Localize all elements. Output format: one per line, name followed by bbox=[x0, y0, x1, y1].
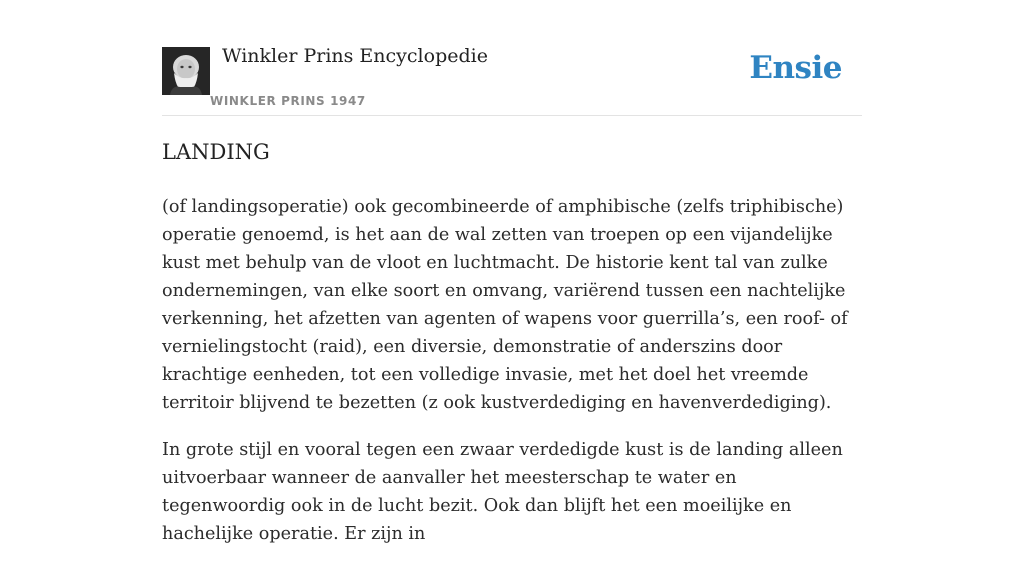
article-container bbox=[162, 0, 862, 544]
source-avatar[interactable] bbox=[162, 47, 210, 95]
article-body bbox=[162, 193, 862, 567]
ensie-logo-link[interactable]: Ensie bbox=[749, 50, 842, 86]
source-subtitle[interactable]: WINKLER PRINS 1947 bbox=[210, 94, 366, 108]
article-title: LANDING bbox=[162, 140, 270, 164]
source-header bbox=[162, 0, 862, 116]
source-title[interactable]: Winkler Prins Encyclopedie bbox=[222, 45, 488, 67]
article-paragraph: In grote stijl en vooral tegen een zwaar verdedigde kust is de landing alleen uitvoerbaar wanneer de aanvaller het meesterschap te water en tegenwoordig ook in de lucht bezit. Ook dan blijft het een moeilijke en hachelijke operatie. Er zijn in bbox=[162, 440, 843, 544]
article-paragraph: (of landingsoperatie) ook gecombineerde of amphibische (zelfs triphibische) operatie genoemd, is het aan de wal zetten van troepen op een vijandelijke kust met behulp van de vloot en luchtmacht. De historie kent tal van zulke ondernemingen, van elke soort en omvang, variërend tussen een nachtelijke verkenning, het afzetten van agenten of wapens voor guerrilla’s, een roof- of vernielingstocht (raid), een diversie, demonstratie of anderszins door krachtige eenheden, tot een volledige invasie, met het doel het vreemde territoir blijvend te bezetten (z ook kustverdediging en havenverdediging). bbox=[162, 197, 848, 413]
bearded-man-portrait-icon bbox=[162, 47, 210, 95]
